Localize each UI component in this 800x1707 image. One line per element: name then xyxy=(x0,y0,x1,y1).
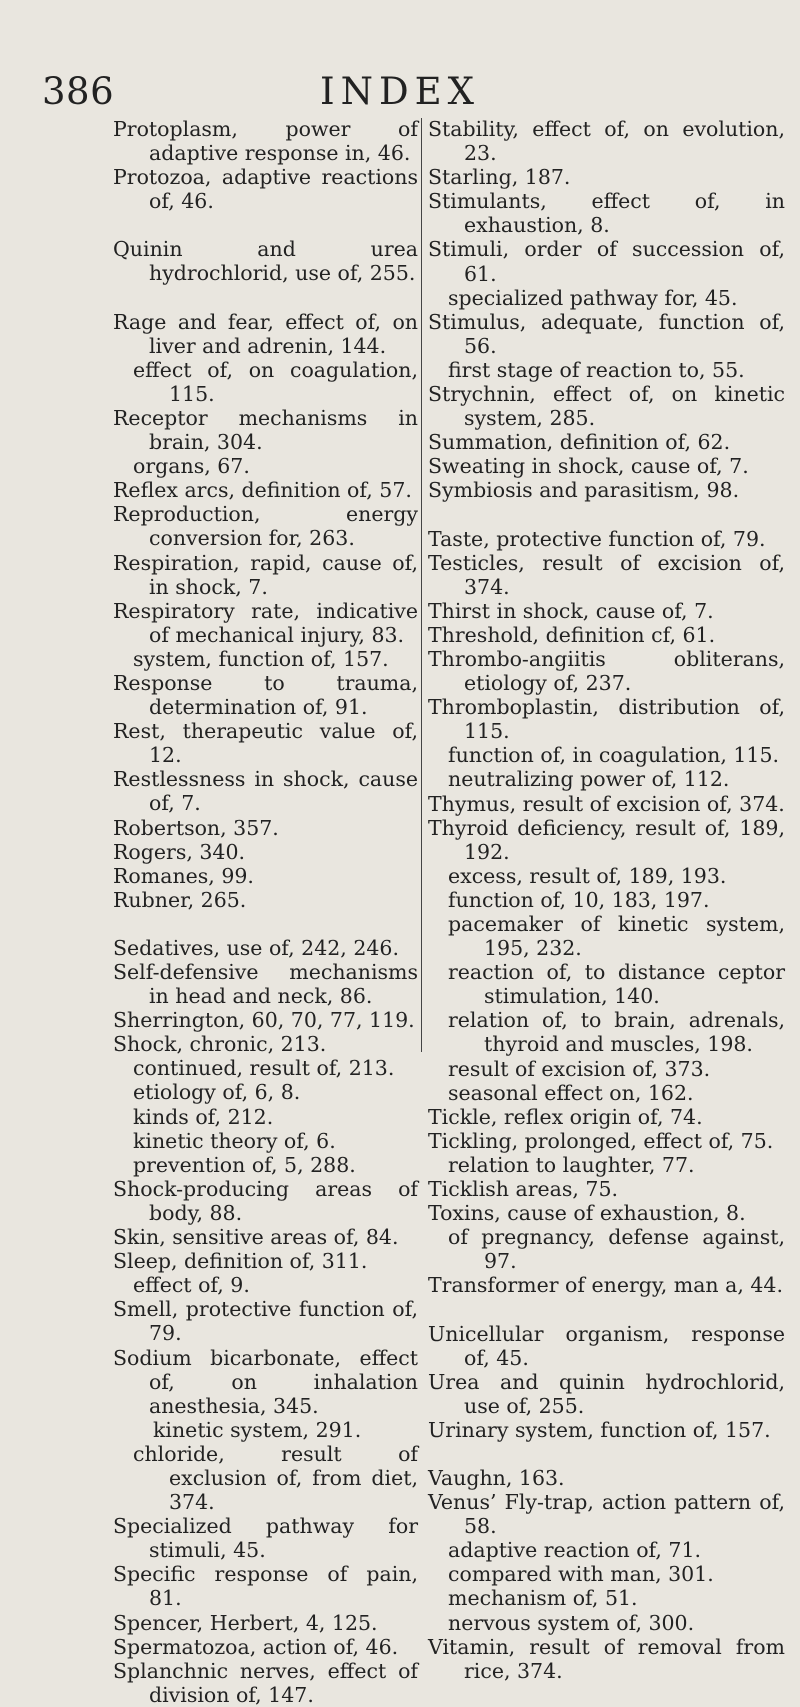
index-entry: Summation, definition of, 62. xyxy=(428,430,731,455)
index-entry: Rage and fear, effect of, on liver and adrenin, 144. xyxy=(113,309,418,358)
index-entry: Shock-producing areas of body, 88. xyxy=(113,1176,418,1225)
index-subentry: effect of, 9. xyxy=(133,1273,250,1298)
index-entry: Urinary system, function of, 157. xyxy=(428,1417,771,1442)
index-entry: Vaughn, 163. xyxy=(428,1465,565,1490)
index-entry: Rest, therapeutic value of, 12. xyxy=(113,719,418,768)
index-entry: Testicles, result of excision of, 374. xyxy=(428,550,785,599)
index-subentry: pacemaker of kinetic system, 195, 232. xyxy=(448,912,785,961)
index-entry: Unicellular organism, response of, 45. xyxy=(428,1321,785,1370)
index-subentry: mechanism of, 51. xyxy=(448,1586,638,1611)
index-entry: Stimulus, adequate, function of, 56. xyxy=(428,309,785,358)
page-title: INDEX xyxy=(319,70,480,113)
index-entry: Sherrington, 60, 70, 77, 119. xyxy=(113,1008,415,1033)
index-entry: Vitamin, result of removal from rice, 374. xyxy=(428,1634,785,1683)
index-entry: Robertson, 357. xyxy=(113,815,279,840)
page-header xyxy=(0,70,800,120)
index-subentry: compared with man, 301. xyxy=(448,1562,714,1587)
index-entry: Thromboplastin, distribution of, 115. xyxy=(428,695,785,744)
index-subentry: of pregnancy, defense against, 97. xyxy=(448,1225,785,1274)
index-entry: Shock, chronic, 213. xyxy=(113,1032,327,1057)
index-subentry: adaptive reaction of, 71. xyxy=(448,1538,702,1563)
index-entry: Ticklish areas, 75. xyxy=(428,1177,619,1202)
index-entry: Stimulants, effect of, in exhaustion, 8. xyxy=(428,189,785,238)
index-entry: Stimuli, order of succession of, 61. xyxy=(428,237,785,286)
index-entry: Transformer of energy, man a, 44. xyxy=(428,1273,783,1298)
index-entry: Sedatives, use of, 242, 246. xyxy=(113,935,399,960)
index-entry: Tickling, prolonged, effect of, 75. xyxy=(428,1128,774,1153)
index-column-left xyxy=(113,117,418,1707)
index-subentry: relation of, to brain, adrenals, thyroid and muscles, 198. xyxy=(448,1008,785,1057)
index-entry: Rubner, 265. xyxy=(113,887,247,912)
index-subentry: etiology of, 6, 8. xyxy=(133,1080,301,1105)
index-subentry: organs, 67. xyxy=(133,454,250,479)
index-subentry: prevention of, 5, 288. xyxy=(133,1152,356,1177)
index-entry: Protozoa, adaptive reactions of, 46. xyxy=(113,165,418,214)
index-subentry: chloride, result of exclusion of, from diet, 374. xyxy=(133,1441,418,1515)
index-entry: Threshold, definition cf, 61. xyxy=(428,622,716,647)
index-entry: Strychnin, effect of, on kinetic system, 285. xyxy=(428,382,785,431)
index-subentry: function of, in coagulation, 115. xyxy=(448,743,780,768)
index-entry: Reflex arcs, definition of, 57. xyxy=(113,478,412,503)
index-entry: Restlessness in shock, cause of, 7. xyxy=(113,767,418,816)
index-entry: Starling, 187. xyxy=(428,165,571,190)
index-entry: Romanes, 99. xyxy=(113,863,254,888)
index-entry: Specific response of pain, 81. xyxy=(113,1562,418,1611)
index-entry: Reproduction, energy conversion for, 263. xyxy=(113,502,418,551)
index-entry: Self-defensive mechanisms in head and neck, 86. xyxy=(113,960,418,1009)
index-entry: Sleep, definition of, 311. xyxy=(113,1249,368,1274)
index-entry: Urea and quinin hydrochlorid, use of, 255. xyxy=(428,1369,785,1418)
index-subentry: relation to laughter, 77. xyxy=(448,1152,695,1177)
index-entry: Thyroid deficiency, result of, 189, 192. xyxy=(428,815,785,864)
index-entry: Thrombo-angiitis obliterans, etiology of, 237. xyxy=(428,646,785,696)
index-entry: Response to trauma, determination of, 91. xyxy=(113,670,418,720)
index-entry: Specialized pathway for stimuli, 45. xyxy=(113,1514,418,1563)
index-entry: Splanchnic nerves, effect of division of, 147. xyxy=(113,1658,418,1707)
index-subentry: kinetic system, 291. xyxy=(153,1417,362,1442)
index-entry: Stability, effect of, on evolution, 23. xyxy=(428,117,785,166)
index-entry: Symbiosis and parasitism, 98. xyxy=(428,478,740,503)
index-entry: Rogers, 340. xyxy=(113,839,246,864)
index-subentry: system, function of, 157. xyxy=(133,646,389,671)
index-entry: Respiration, rapid, cause of, in shock, 7. xyxy=(113,550,418,599)
index-subentry: excess, result of, 189, 193. xyxy=(448,863,727,888)
index-subentry: reaction of, to distance ceptor stimulation, 140. xyxy=(448,960,785,1009)
index-entry: Respiratory rate, indicative of mechanical injury, 83. xyxy=(113,598,418,647)
column-divider xyxy=(421,118,422,1052)
index-entry: Sodium bicarbonate, effect of, on inhalation anesthesia, 345. xyxy=(113,1345,418,1418)
index-subentry: seasonal effect on, 162. xyxy=(448,1080,694,1105)
index-subentry: neutralizing power of, 112. xyxy=(448,767,730,792)
index-entry: Quinin and urea hydrochlorid, use of, 255. xyxy=(113,237,418,286)
index-subentry: kinds of, 212. xyxy=(133,1104,274,1129)
index-entry: Sweating in shock, cause of, 7. xyxy=(428,454,749,479)
index-entry: Tickle, reflex origin of, 74. xyxy=(428,1104,703,1129)
index-column-right xyxy=(428,117,785,1683)
index-subentry: result of excision of, 373. xyxy=(448,1056,711,1081)
index-entry: Skin, sensitive areas of, 84. xyxy=(113,1225,399,1250)
index-subentry: nervous system of, 300. xyxy=(448,1610,695,1635)
index-entry: Venus’ Fly-trap, action pattern of, 58. xyxy=(428,1490,785,1539)
index-entry: Smell, protective function of, 79. xyxy=(113,1297,418,1346)
index-entry: Spencer, Herbert, 4, 125. xyxy=(113,1610,378,1635)
index-subentry: function of, 10, 183, 197. xyxy=(448,887,710,912)
index-entry: Thymus, result of excision of, 374. xyxy=(428,791,785,816)
index-subentry: kinetic theory of, 6. xyxy=(133,1128,336,1153)
index-entry: Thirst in shock, cause of, 7. xyxy=(428,598,714,623)
index-entry: Toxins, cause of exhaustion, 8. xyxy=(428,1201,746,1226)
index-entry: Spermatozoa, action of, 46. xyxy=(113,1634,399,1659)
page-number: 386 xyxy=(42,70,115,113)
index-subentry: continued, result of, 213. xyxy=(133,1056,395,1081)
index-subentry: effect of, on coagulation, 115. xyxy=(133,357,418,406)
index-subentry: first stage of reaction to, 55. xyxy=(448,357,745,382)
index-entry: Taste, protective function of, 79. xyxy=(428,526,766,551)
index-entry: Protoplasm, power of adaptive response in, 46. xyxy=(113,117,418,166)
index-subentry: specialized pathway for, 45. xyxy=(448,285,738,310)
index-entry: Receptor mechanisms in brain, 304. xyxy=(113,405,418,455)
